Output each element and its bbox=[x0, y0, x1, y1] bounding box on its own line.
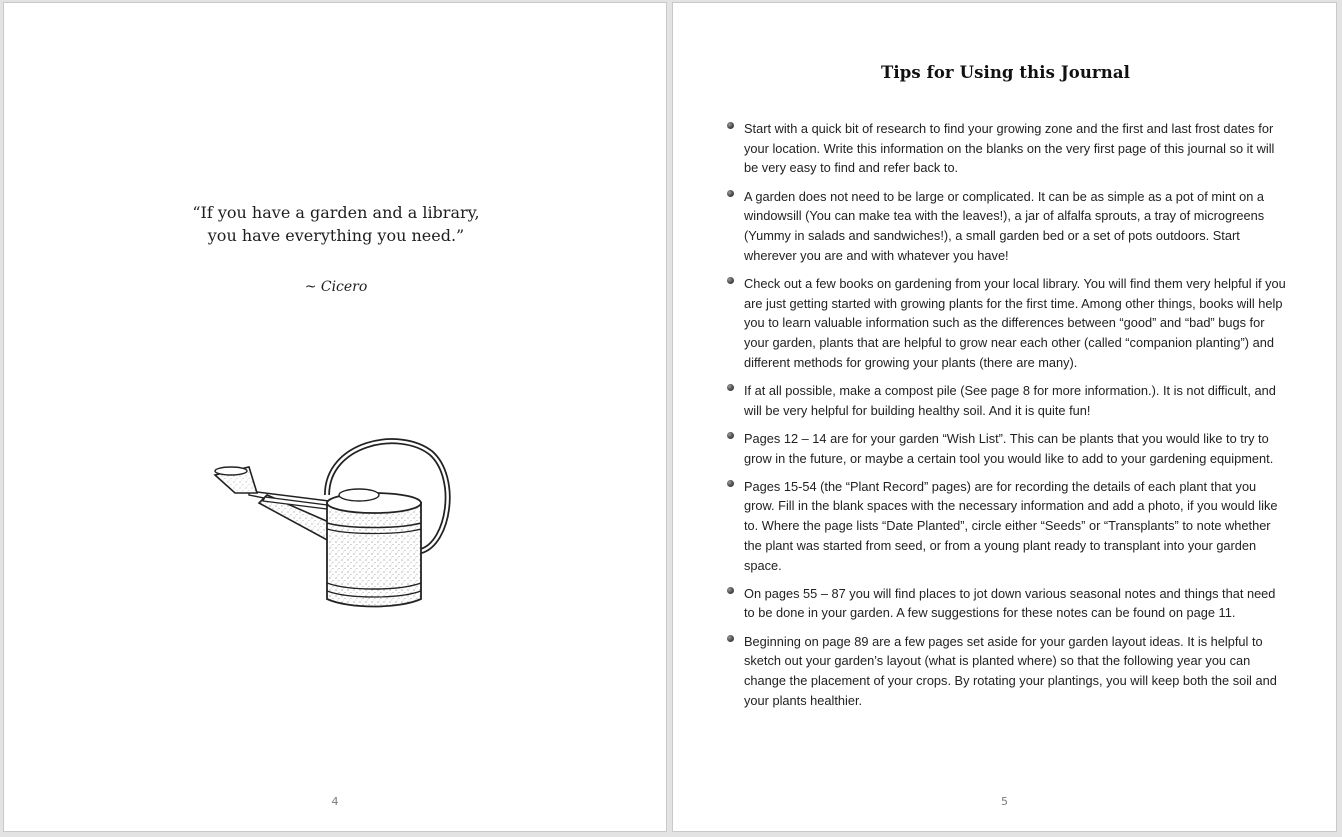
tip-text: On pages 55 – 87 you will find places to jot down various seasonal notes and things that need to be done in your garden. A few suggestions for these notes can be found on page 11. bbox=[744, 585, 1276, 621]
bullet-icon bbox=[727, 480, 734, 487]
list-item bbox=[723, 119, 1288, 178]
left-page bbox=[3, 2, 667, 832]
page-number-right: 5 bbox=[1001, 795, 1008, 808]
bullet-icon bbox=[727, 432, 734, 439]
right-page bbox=[672, 2, 1337, 832]
bullet-icon bbox=[727, 277, 734, 284]
watering-can-icon bbox=[209, 433, 459, 613]
tips-list bbox=[723, 119, 1288, 719]
tip-text: Check out a few books on gardening from your local library. You will find them very helpful if you are just getting started with growing plants for the first time. Among other things, books will help you to learn valuable information such as the differences between “good” and “bad” bugs for your garden, plants that are helpful to grow near each other (called “companion planting”) and different methods for growing your plants (there are many). bbox=[744, 275, 1286, 370]
tip-text: Pages 12 – 14 are for your garden “Wish List”. This can be plants that you would like to try to grow in the future, or maybe a certain tool you would like to add to your gardening equipment. bbox=[744, 430, 1274, 466]
tip-text: Beginning on page 89 are a few pages set aside for your garden layout ideas. It is helpful to sketch out your garden’s layout (what is planted where) so that the following year you can change the placement of your crops. By rotating your plantings, you will keep both the soil and your plants healthier. bbox=[744, 633, 1277, 708]
page-title: Tips for Using this Journal bbox=[881, 63, 1130, 82]
bullet-icon bbox=[727, 384, 734, 391]
tip-text: A garden does not need to be large or complicated. It can be as simple as a pot of mint on a windowsill (You can make tea with the leaves!), a jar of alfalfa sprouts, a tray of microgreens (Yummy in salads and sandwiches!), a small garden bed or a set of pots outdoors. Start wherever you are and with whatever you have! bbox=[744, 188, 1265, 263]
quote-attribution: ~ Cicero bbox=[304, 279, 368, 295]
list-item bbox=[723, 381, 1288, 420]
list-item bbox=[723, 274, 1288, 373]
list-item bbox=[723, 429, 1288, 468]
list-item bbox=[723, 632, 1288, 711]
tip-text: If at all possible, make a compost pile (See page 8 for more information.). It is not difficult, and will be very helpful for building healthy soil. And it is quite fun! bbox=[744, 382, 1276, 418]
bullet-icon bbox=[727, 587, 734, 594]
bullet-icon bbox=[727, 190, 734, 197]
quote bbox=[4, 201, 668, 247]
list-item bbox=[723, 187, 1288, 266]
tip-text: Pages 15-54 (the “Plant Record” pages) are for recording the details of each plant that you grow. Fill in the blank spaces with the necessary information and add a photo, if you would like to. Where the page lists “Date Planted”, circle either “Seeds” or “Transplants” to note whether the plant was started from seed, or from a young plant ready to transplant into your garden space. bbox=[744, 478, 1278, 573]
quote-line-2: you have everything you need.” bbox=[207, 226, 465, 245]
quote-line-1: “If you have a garden and a library, bbox=[192, 203, 480, 222]
page-number-left: 4 bbox=[331, 795, 339, 808]
list-item bbox=[723, 477, 1288, 576]
bullet-icon bbox=[727, 122, 734, 129]
bullet-icon bbox=[727, 635, 734, 642]
tip-text: Start with a quick bit of research to find your growing zone and the first and last frost dates for your location. Write this information on the blanks on the very first page of this journal so it will be very easy to find and refer back to. bbox=[744, 121, 1275, 176]
list-item bbox=[723, 584, 1288, 623]
